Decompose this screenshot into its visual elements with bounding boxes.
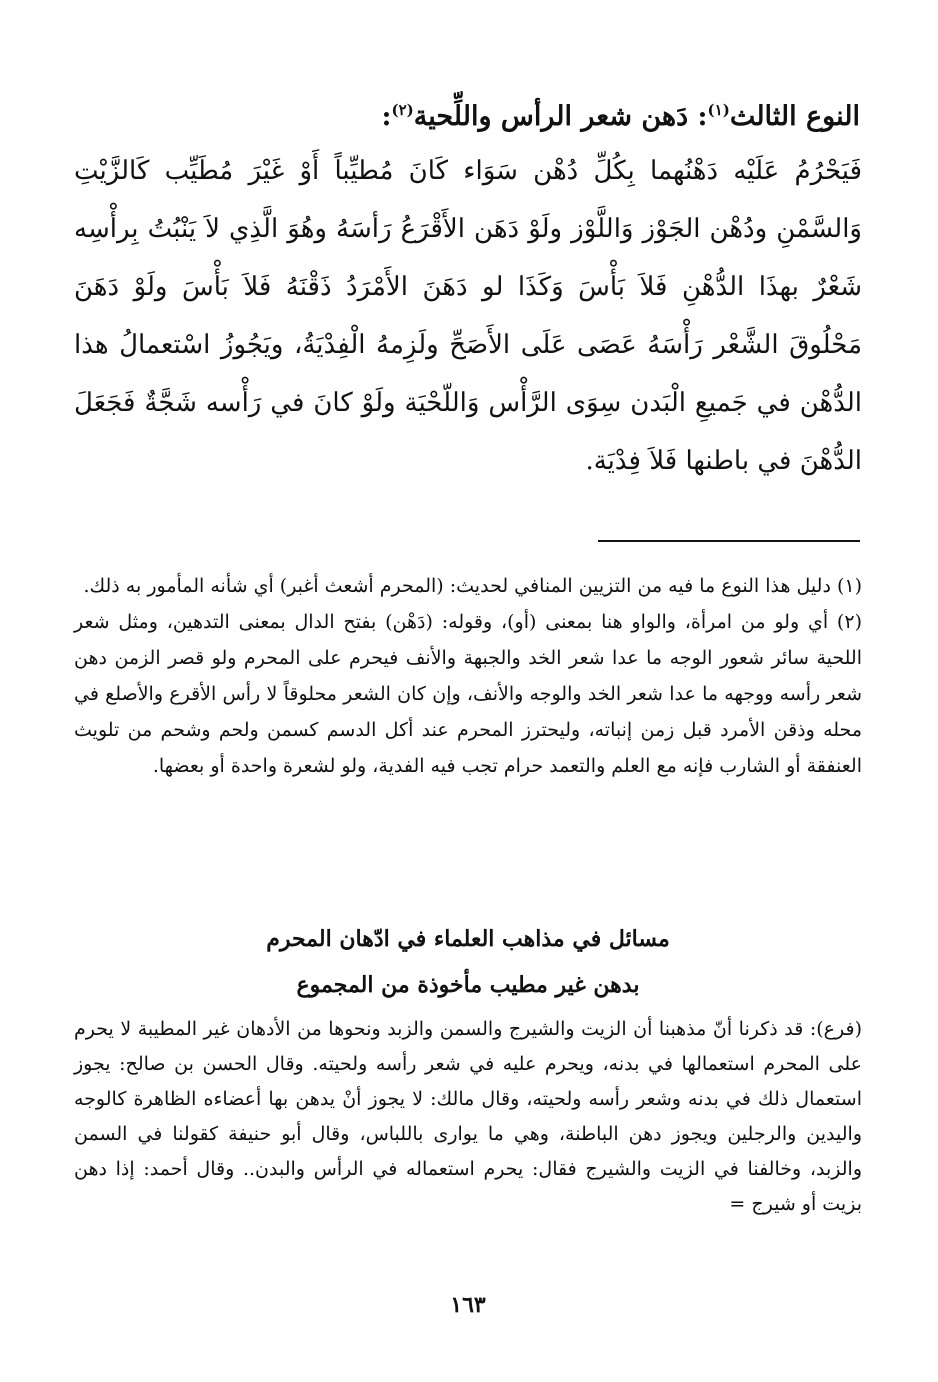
subheading-line-2: بدهن غير مطيب مأخوذة من المجموع <box>296 972 640 998</box>
footnote-2: (٢) أي ولو من امرأة، والواو هنا بمعنى (أو)، وقوله: (دَهْن) بفتح الدال بمعنى التدهين، ومثل شعر اللحية سائر شعور الوجه ما عدا شعر الخد والجبهة والأنف فيحرم على المحرم ولو قصر الزمن دهن شعر رأسه ووجهه ما عدا شعر الخد والوجه والأنف، وإن كان الشعر محلوقاً لا رأس الأقرع والأصلع في محله وذقن الأمرد قبل زمن إنباته، وليحترز المحرم عند أكل الدسم كسمن ولحم وشحم من تلويث العنفقة أو الشارب فإنه مع العلم والتعمد حرام تجب فيه الفدية، ولو لشعرة واحدة أو بعضها. <box>74 611 862 777</box>
footnote-ref-2: (٢) <box>391 101 414 119</box>
section-heading <box>382 88 861 139</box>
heading-suffix: : <box>381 101 392 132</box>
footnotes <box>74 568 862 784</box>
footnote-divider <box>598 540 860 542</box>
page-number: ١٦٣ <box>450 1292 486 1318</box>
book-page <box>72 0 864 1382</box>
footnote-1: (١) دليل هذا النوع ما فيه من التزيين المنافي لحديث: (المحرم أشعث أغبر) أي شأنه المأمور به ذلك. <box>83 575 862 597</box>
heading-middle: : دَهن شعر الرأس واللِّحية <box>413 101 708 132</box>
footnote-ref-1: (١) <box>707 101 730 119</box>
heading-prefix: النوع الثالث <box>729 101 860 132</box>
section-body: (فرع): قد ذكرنا أنّ مذهبنا أن الزيت والشيرج والسمن والزبد ونحوها من الأدهان غير المطيبة لا يحرم على المحرم استعمالها في بدنه، ويحرم عليه في شعر رأسه ولحيته. وقال الحسن بن صالح: يجوز استعمال ذلك في بدنه وشعر رأسه ولحيته، وقال مالك: لا يجوز أنْ يدهن بها أعضاءه الظاهرة كالوجه واليدين والرجلين ويجوز دهن الباطنة، وهي ما يوارى باللباس، وقال أبو حنيفة كقولنا في السمن والزبد، وخالفنا في الزيت والشيرج فقال: يحرم استعماله في الرأس والبدن.. وقال أحمد: إذا دهن بزيت أو شيرج = <box>74 1018 862 1215</box>
subsection-heading <box>72 916 864 1008</box>
subheading-line-1: مسائل في مذاهب العلماء في ادّهان المحرم <box>266 926 670 952</box>
main-paragraph: فَيَحْرُمُ عَلَيْه دَهْنُهما بِكُلِّ دُهْن سَوَاء كَانَ مُطيِّباً أَوْ غَيْرَ مُطَيِّب كَالزَّيْتِ وَالسَّمْنِ ودُهْن الجَوْز وَاللَّوْز ولَوْ دَهَن الأَقْرَعُ رَأسَهُ وهُوَ الَّذِي لاَ يَنْبُتُ بِرأْسِه شَعْرٌ بهذَا الدُّهْنِ فَلاَ بَأْسَ وَكَذَا لو دَهَنَ الأَمْرَدُ ذَقْنَهُ فَلاَ بَأْسَ ولَوْ دَهَنَ مَحْلُوقَ الشَّعْر رَأْسَهُ عَصَى عَلَى الأَصَحِّ ولَزِمهُ الْفِدْيَةُ، ويَجُوزُ اسْتعمالُ هذا الدُّهْن في جَميعِ الْبَدن سِوَى الرَّأْس وَاللّحْيَة ولَوْ كانَ في رَأْسه شَجَّةٌ فَجَعَلَ الدُّهْنَ في باطنها فَلاَ فِدْيَة. <box>74 156 862 476</box>
section-paragraph <box>74 1012 862 1222</box>
